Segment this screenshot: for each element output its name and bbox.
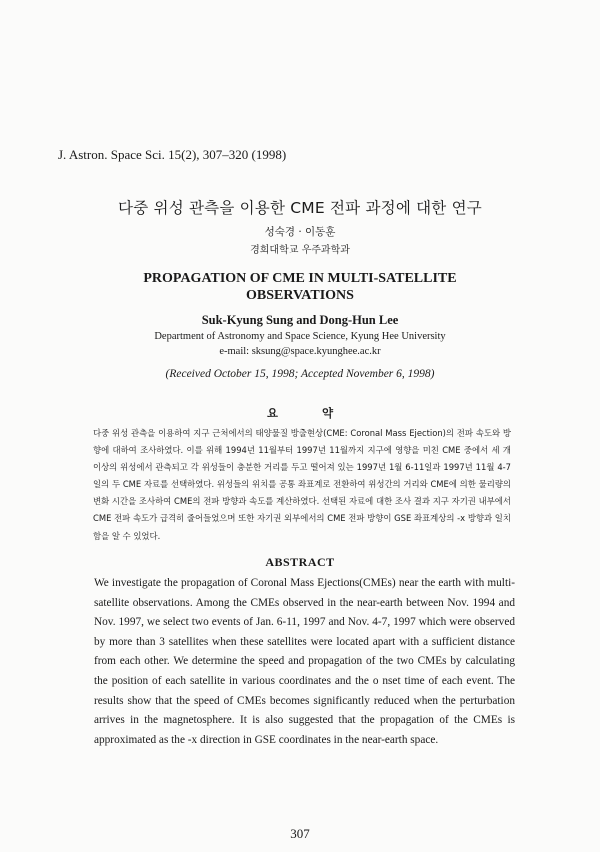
korean-title: 다중 위성 관측을 이용한 CME 전파 과정에 대한 연구 (118, 199, 482, 217)
abstract-heading: ABSTRACT (265, 555, 335, 569)
english-authors: Suk-Kyung Sung and Dong-Hun Lee (201, 313, 399, 327)
english-title-line1: PROPAGATION OF CME IN MULTI-SATELLITE (143, 271, 457, 286)
page-number: 307 (290, 826, 310, 841)
english-title-line2: OBSERVATIONS (246, 288, 354, 303)
journal-citation: J. Astron. Space Sci. 15(2), 307–320 (1998) (58, 147, 287, 162)
author-email: e-mail: sksung@space.kyunghee.ac.kr (219, 346, 381, 357)
korean-abstract-text: 다중 위성 관측을 이용하여 지구 근처에서의 태양물질 방출현상(CME: Coronal Mass Ejection)의 전파 속도와 방향에 대하여 조사하였다. 이를 위해 1994년 11월부터 1997년 11월까지 지구에 영향을 미친 CME 중에서 세 개 이상의 위성에서 관측되고 각 위성들이 충분한 거리를 두고 떨어져 있는 1997년 1월 6-11일과 1997년 11월 4-7일의 두 CME 자료를 선택하였다. 위성들의 위치를 공통 좌표계로 전환하여 위성간의 거리와 CME에 의한 물리량의 변화 시간을 조사하여 CME의 전파 방향과 속도를 계산하였다. 선택된 자료에 대한 조사 결과 지구 자기권 내부에서 CME 전파 속도가 급격히 줄어들었으며 또한 자기권 외부에서의 CME 전파 방향이 GSE 좌표계상의 -x 방향과 일치함을 알 수 있었다. (93, 428, 511, 541)
korean-abstract-heading: 요 약 (266, 406, 354, 420)
abstract-text: We investigate the propagation of Coronal Mass Ejections(CMEs) near the earth with multi-satellite observations. Among the CMEs observed in the near-earth between Nov. 1994 and Nov. 1997, we select two events of Jan. 6-11, 1997 and Nov. 4-7, 1997 which were observed by more than 3 satellites when these satellites were located apart with a sufficient distance from each other. We determine the speed and propagation of the two CMEs by calculating the position of each satellite in various coordinates and the o nset time of each event. The results show that the speed of CMEs becomes significantly reduced when the perturbation arrives in the magnetosphere. It is also suggested that the propagation of the CMEs is approximated as the -x direction in GSE coordinates in the near-earth space. (94, 577, 515, 746)
english-affiliation: Department of Astronomy and Space Science, Kyung Hee University (154, 331, 446, 342)
received-dates: (Received October 15, 1998; Accepted November 6, 1998) (165, 368, 435, 380)
english-title (0, 270, 600, 304)
korean-authors: 성숙경 · 이동훈 (264, 226, 336, 238)
korean-affiliation: 경희대학교 우주과학과 (250, 245, 350, 256)
